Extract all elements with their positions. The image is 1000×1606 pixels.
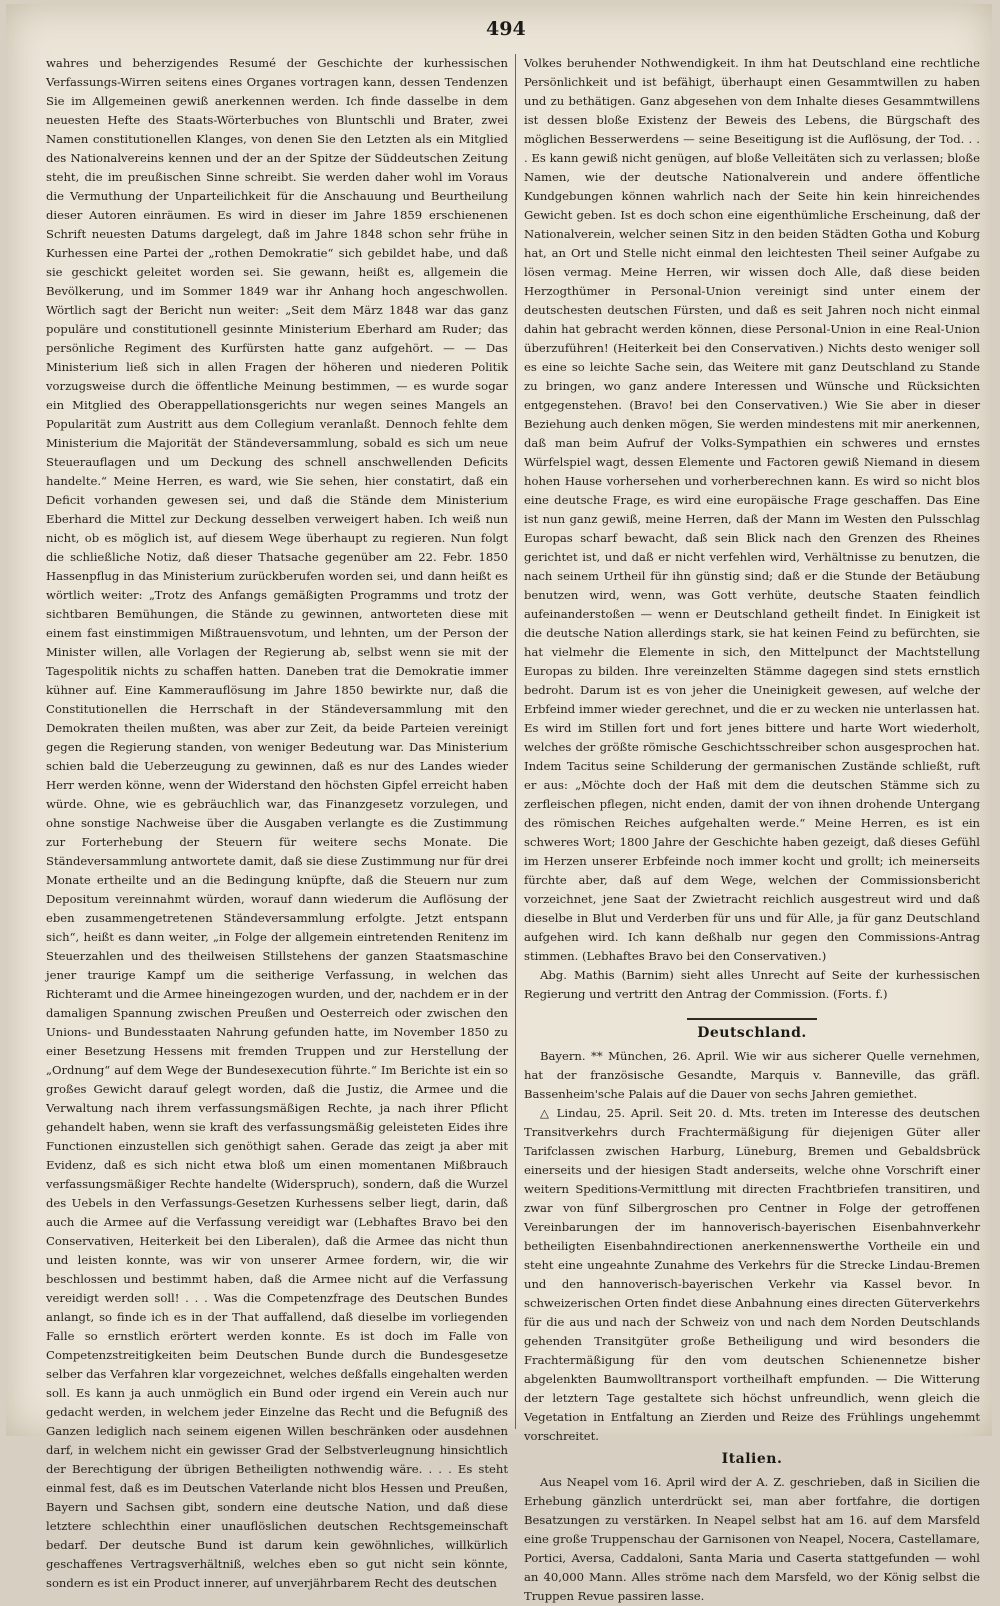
section-heading-deutschland: Deutschland. — [697, 1025, 807, 1041]
section-heading-italien: Italien. — [721, 1451, 783, 1467]
right-column — [524, 54, 980, 1603]
left-column — [46, 54, 508, 1590]
paragraph: wahres und beherzigendes Resumé der Geschichte der kurhessischen Verfassungs-Wirren seitens eines Organes vortragen kann, dessen Tendenzen Sie im Allgemeinen gewiß anerkennen werden. Ich finde dasselbe in dem neuesten Hefte des Staats-Wörterbuches von Bluntschli und Brater, zwei Namen constitutionellen Klanges, von denen Sie den Letzten als ein Mitglied des Nationalvereins kennen und der an der Spitze der Süddeutschen Zeitung steht, die im preußischen Sinne schreibt. Sie werden daher wohl im Voraus die Vermuthung der Unparteilichkeit für die Anschauung und Beurtheilung dieser Autoren einräumen. Es wird in dieser im Jahre 1859 erschienenen Schrift neuesten Datums dargelegt, daß im Jahre 1848 schon sehr frühe in Kurhessen eine Partei der „rothen Demokratie“ sich gebildet habe, und daß sie geschickt geleitet worden sei. Sie gewann, heißt es, allgemein die Bevölkerung, und im Sommer 1849 war ihr Anhang hoch angeschwollen. Wörtlich sagt der Bericht nun weiter: „Seit dem März 1848 war das ganz populäre und constitutionell gesinnte Ministerium Eberhard am Ruder; das persönliche Regiment des Kurfürsten hatte ganz aufgehört. — — Das Ministerium ließ sich in allen Fragen der höheren und niederen Politik vorzugsweise durch die öffentliche Meinung bestimmen, — es wurde sogar ein Mitglied des Oberappellationsgerichts nur wegen seines Mangels an Popularität zum Austritt aus dem Collegium veranlaßt. Dennoch fehlte dem Ministerium die Majorität der Ständeversammlung, sobald es sich um neue Steuerauflagen und um Deckung des schnell anschwellenden Deficits handelte.“ Meine Herren, es ward, wie Sie sehen, hier constatirt, daß ein Deficit vorhanden gewesen sei, und daß die Stände dem Ministerium Eberhard die Mittel zur Deckung desselben verweigert haben. Ich weiß nun nicht, ob es möglich ist, auf diesem Wege überhaupt zu regieren. Nun folgt die schließliche Notiz, daß dieser Thatsache gegenüber am 22. Febr. 1850 Hassenpflug in das Ministerium zurückberufen worden sei, und dann heißt es wörtlich weiter: „Trotz des Anfangs gemäßigten Programms und trotz der sichtbaren Bemühungen, die Stände zu gewinnen, antworteten diese mit einem fast einstimmigen Mißtrauensvotum, und lehnten, um der Person der Minister willen, alle Vorlagen der Regierung ab, selbst wenn sie mit der Tagespolitik nichts zu schaffen hatten. Daneben trat die Demokratie immer kühner auf. Eine Kammerauflösung im Jahre 1850 bewirkte nur, daß die Constitutionellen die Herrschaft in der Ständeversammlung mit den Demokraten theilen mußten, was aber zur Zeit, da beide Parteien vereinigt gegen die Regierung standen, von weniger Bedeutung war. Das Ministerium schien bald die Ueberzeugung zu gewinnen, daß es nur des Landes wieder Herr werden könne, wenn der Widerstand den höchsten Gipfel erreicht haben würde. Ohne, wie es gebräuchlich war, das Finanzgesetz vorzulegen, und ohne sonstige Nachweise über die Ausgaben verlangte es die Zustimmung zur Forterhebung der Steuern für weitere sechs Monate. Die Ständeversammlung antwortete damit, daß sie diese Zustimmung nur für drei Monate ertheilte und an die Bedingung knüpfte, daß die Steuern nur zum Depositum vereinnahmt würden, worauf dann wiederum die Auflösung der eben zusammengetretenen Ständeversammlung erfolgte. Jetzt entspann sich“, heißt es dann weiter, „in Folge der allgemein eintretenden Renitenz im Steuerzahlen und des theilweisen Stillstehens der ganzen Staatsmaschine jener traurige Kampf um die seitherige Verfassung, in welchen das Richteramt und die Armee hineingezogen wurden, und der, nachdem er in der damaligen Spannung zwischen Preußen und Oesterreich oder zwischen den Unions- und Bundesstaaten Nahrung gefunden hatte, im November 1850 zu einer Besetzung Hessens mit fremden Truppen und zur Herstellung der „Ordnung“ auf dem Wege der Bundesexecution führte.“ Im Berichte ist ein so großes Gewicht darauf gelegt worden, daß die Justiz, die Armee und die Verwaltung nach ihrem verfassungsmäßigen Rechte, ja nach ihrer Pflicht gehandelt haben, wenn sie kraft des verfassungsmäßig geleisteten Eides ihre Functionen einzustellen sich genöthigt sahen. Gerade das zeigt ja aber mit Evidenz, daß es sich nicht etwa bloß um einen momentanen Mißbrauch verfassungsmäßiger Rechte handelte (Widerspruch), sondern, daß die Wurzel des Uebels in den Verfassungs-Gesetzen Kurhessens selber liegt, darin, daß auch die Armee auf die Verfassung vereidigt war (Lebhaftes Bravo bei den Conservativen, Heiterkeit bei den Liberalen), daß die Armee das nicht thun und leisten konnte, was wir von unserer Armee fordern, wir, die wir beschlossen und bestimmt haben, daß die Armee nicht auf die Verfassung vereidigt werden soll! . . . Was die Competenzfrage des Deutschen Bundes anlangt, so finde ich es in der That auffallend, daß dieselbe im vorliegenden Falle so ernstlich erörtert werden konnte. Es ist doch im Falle von Competenzstreitigkeiten beim Deutschen Bunde durch die Bundesgesetze selber das Verfahren klar vorgezeichnet, welches deßfalls eingehalten werden soll. Es kann ja auch unmöglich ein Bund oder irgend ein Verein auch nur gedacht werden, in welchem jeder Einzelne das Recht und die Befugniß des Ganzen lediglich nach seinem eigenen Willen beschränken oder ausdehnen darf, in welchem nicht ein gewisser Grad der Selbstverleugnung hinsichtlich der Berechtigung der übrigen Betheiligten nothwendig wäre. . . . Es steht einmal fest, daß es im Deutschen Vaterlande nicht blos Hessen und Preußen, Bayern und Sachsen gibt, sondern eine deutsche Nation, und daß diese letztere schlechthin einer unauflöslichen deutschen Rechtsgemeinschaft bedarf. Der deutsche Bund ist darum kein gewöhnliches, willkürlich geschaffenes Vertragsverhältniß, welches eben so gut nicht sein könnte, sondern es ist ein Product innerer, auf unverjährbarem Recht des deutschen — [46, 56, 508, 1590]
news-item: △ Lindau, 25. April. Seit 20. d. Mts. treten im Interesse des deutschen Transitverkehrs durch Frachtermäßigung für diejenigen Güter aller Tarifclassen zwischen Harburg, Lüneburg, Bremen und Gebaldsbrück einerseits und der hiesigen Stadt anderseits, welche ohne Vorschrift einer weitern Speditions-Vermittlung mit directen Frachtbriefen transitiren, und zwar von fünf Silbergroschen pro Centner in Folge der getroffenen Vereinbarungen der im hannoverisch-bayerischen Eisenbahnverkehr betheiligten Eisenbahndirectionen anerkennenswerthe Vortheile ein und steht eine ungeahnte Zunahme des Verkehrs für die Strecke Lindau-Bremen und den hannoverisch-bayerischen Verkehr via Kassel bevor. In schweizerischen Orten findet diese Anbahnung eines directen Güterverkehrs für die aus und nach der Schweiz von und nach dem Norden Deutschlands gehenden Transitgüter große Betheiligung und wird besonders die Frachtermäßigung für den vom deutschen Schienennetze bisher abgelenkten Baumwolltransport vortheilhaft empfunden. — Die Witterung der letztern Tage gestaltete sich höchst unfreundlich, wenn gleich die Vegetation in Entfaltung an Zierden und Reize des Frühlings ungehemmt vorschreitet. — [524, 1106, 980, 1443]
newspaper-page — [6, 4, 992, 1603]
news-item: Bayern. ** München, 26. April. Wie wir aus sicherer Quelle vernehmen, hat der französische Gesandte, Marquis v. Banneville, das gräfl. Bassenheim'sche Palais auf die Dauer von sechs Jahren gemiethet. — [524, 1049, 980, 1101]
paragraph: Abg. Mathis (Barnim) sieht alles Unrecht auf Seite der kurhessischen Regierung und vertritt den Antrag der Commission. (Forts. f.) — [524, 968, 980, 1001]
section-divider — [687, 1018, 817, 1020]
news-item: Aus Neapel vom 16. April wird der A. Z. geschrieben, daß in Sicilien die Erhebung gänzlich unterdrückt sei, man aber fortfahre, die dortigen Besatzungen zu verstärken. In Neapel selbst hat am 16. auf dem Marsfeld eine große Truppenschau der Garnisonen von Neapel, Nocera, Castellamare, Portici, Aversa, Caddaloni, Santa Maria und Caserta stattgefunden — wohl an 40,000 Mann. Alles ströme nach dem Marsfeld, wo der König selbst die Truppen Revue passiren lasse. — [524, 1475, 980, 1603]
column-divider — [515, 54, 516, 1429]
paragraph: Volkes beruhender Nothwendigkeit. In ihm hat Deutschland eine rechtliche Persönlichkeit und ist befähigt, überhaupt einen Gesammtwillen zu haben und zu bethätigen. Ganz abgesehen von dem Inhalte dieses Gesammtwillens ist dessen bloße Existenz der Beweis des Lebens, die Bürgschaft des möglichen Besserwerdens — seine Beseitigung ist die Auflösung, der Tod. . . . Es kann gewiß nicht genügen, auf bloße Velleitäten sich zu verlassen; bloße Namen, wie der deutsche Nationalverein und andere öffentliche Kundgebungen können wahrlich nach der Seite hin kein hinreichendes Gewicht geben. Ist es doch schon eine eigenthümliche Erscheinung, daß der Nationalverein, welcher seinen Sitz in den beiden Städten Gotha und Koburg hat, an Ort und Stelle nicht einmal den leichtesten Theil seiner Aufgabe zu lösen vermag. Meine Herren, wir wissen doch Alle, daß diese beiden Herzogthümer in Personal-Union vereinigt sind unter einem der deutschesten deutschen Fürsten, und daß es seit Jahren noch nicht einmal dahin hat gebracht werden können, diese Personal-Union in eine Real-Union überzuführen! (Heiterkeit bei den Conservativen.) Nichts desto weniger soll es eine so leichte Sache sein, das Weitere mit ganz Deutschland zu Stande zu bringen, wo ganz andere Interessen und Wünsche und Rücksichten entgegenstehen. (Bravo! bei den Conservativen.) Wie Sie aber in dieser Beziehung auch denken mögen, Sie werden mindestens mit mir anerkennen, daß man beim Aufruf der Volks-Sympathien ein schweres und ernstes Würfelspiel wagt, dessen Elemente und Factoren gewiß Niemand in diesem hohen Hause vorhersehen und vorherberechnen kann. Es wird so nicht blos eine deutsche Frage, es wird eine europäische Frage geschaffen. Das Eine ist nun ganz gewiß, meine Herren, daß der Mann im Westen den Pulsschlag Europas scharf bewacht, daß sein Blick nach den Grenzen des Rheines gerichtet ist, und daß er nicht verfehlen wird, Verhältnisse zu benutzen, die nach seinem Urtheil für ihn günstig sind; daß er die Stunde der Betäubung benutzen wird, wenn, was Gott verhüte, deutsche Staaten feindlich aufeinanderstoßen — wenn er Deutschland getheilt findet. In Einigkeit ist die deutsche Nation allerdings stark, sie hat keinen Feind zu befürchten, sie hat vielmehr die Elemente in sich, den Mittelpunct der Machtstellung Europas zu bilden. Ihre vereinzelten Stämme dagegen sind stets ernstlich bedroht. Darum ist es von jeher die Uneinigkeit gewesen, auf welche der Erbfeind immer wieder gerechnet, und die er zu wecken nie unterlassen hat. Es wird im Stillen fort und fort jenes bittere und harte Wort wiederholt, welches der größte römische Geschichtsschreiber schon ausgesprochen hat. Indem Tacitus seine Schilderung der germanischen Zustände schließt, ruft er aus: „Möchte doch der Haß mit dem die deutschen Stämme sich zu zerfleischen pflegen, nicht enden, damit der von ihnen drohende Untergang des römischen Reiches aufgehalten werde.“ Meine Herren, es ist ein schweres Wort; 1800 Jahre der Geschichte haben gezeigt, daß dieses Gefühl im Herzen unserer Erbfeinde noch immer kocht und grollt; ich meinerseits fürchte aber, daß auf dem Wege, welchen der Commissionsbericht vorzeichnet, jene Saat der Zwietracht reichlich ausgestreut wird und daß dieselbe in Blut und Verderben für uns und für Alle, ja für ganz Deutschland aufgehen wird. Ich kann deßhalb nur gegen den Commissions-Antrag stimmen. (Lebhaftes Bravo bei den Conservativen.) — [524, 56, 980, 963]
page-number: 494 — [486, 18, 526, 40]
